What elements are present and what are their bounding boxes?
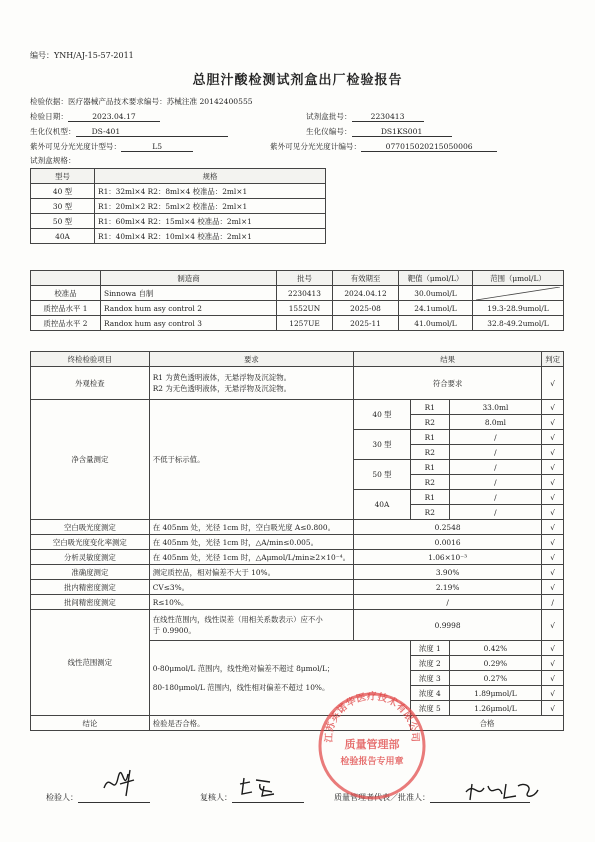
- net-content-model: 30 型: [354, 430, 411, 460]
- reviewer-label: 复核人：: [200, 793, 232, 802]
- inspection-result: 3.90%: [354, 565, 542, 580]
- conclusion-item: 结论: [31, 716, 150, 731]
- date-label: 检验日期：: [30, 112, 68, 121]
- control-expiry: 2025-11: [333, 316, 399, 331]
- spec-header-model: 型号: [31, 169, 95, 184]
- spec-row: [31, 229, 326, 244]
- spec-value: R1：60ml×4 R2：15ml×4 校准品：2ml×1: [95, 214, 326, 229]
- linear-concentration-label: 浓度 5: [410, 701, 449, 716]
- net-content-reagent: R2: [410, 445, 449, 460]
- inspection-item: 空白吸光度测定: [31, 520, 150, 535]
- control-type: 质控品水平 2: [31, 316, 101, 331]
- uv-model-label: 紫外可见分光光度计型号：: [30, 142, 122, 151]
- inspection-requirement: 在 405nm 处，光径 1cm 时，空白吸光度 A≤0.800。: [149, 520, 353, 535]
- inspection-header-row: [31, 352, 564, 367]
- net-content-item: 净含量测定: [31, 400, 150, 520]
- net-content-result: 33.0ml: [449, 400, 542, 415]
- approver-handwritten-signature: [462, 778, 540, 804]
- inspection-item: 准确度测定: [31, 565, 150, 580]
- conclusion-requirement: 检验是否合格。: [149, 716, 410, 731]
- analyzer-model-value: DS-401: [76, 127, 228, 137]
- seal-center-subtext: 检验报告专用章: [340, 757, 404, 767]
- analyzer-no-value: DS1KS001: [352, 127, 452, 137]
- spec-table: [30, 168, 326, 244]
- control-range: 19.3-28.9umol/L: [473, 301, 564, 316]
- appearance-requirement: [149, 367, 353, 400]
- control-expiry: 2025-08: [333, 301, 399, 316]
- control-manufacturer: Randox hum asy control 3: [101, 316, 277, 331]
- net-content-model: 50 型: [354, 460, 411, 490]
- net-content-model: 40 型: [354, 400, 411, 430]
- appearance-req-r2: R2 为无色透明液体，无悬浮物及沉淀物。: [152, 384, 291, 393]
- reviewer-handwritten-signature: [236, 774, 280, 800]
- uv-no-label: 紫外可见分光光度计编号：: [270, 142, 362, 151]
- spec-row: [31, 214, 326, 229]
- control-header: 制造商: [101, 271, 277, 286]
- linear-concentration-label: 浓度 4: [410, 686, 449, 701]
- inspection-judgement: √: [542, 580, 564, 595]
- control-lot: 1552UN: [277, 301, 333, 316]
- net-content-judgement: √: [542, 490, 564, 505]
- inspection-requirement: CV≤3%。: [149, 580, 353, 595]
- linear-concentration-judgement: √: [542, 641, 564, 656]
- spec-value: R1：20ml×2 R2：5ml×2 校准品：2ml×1: [95, 199, 326, 214]
- lot-line: [306, 111, 424, 122]
- linear-item: 线性范围测定: [31, 610, 150, 716]
- net-content-reagent: R1: [410, 400, 449, 415]
- linear-correlation-judgement: √: [542, 610, 564, 641]
- inspection-judgement: √: [542, 565, 564, 580]
- control-target: 30.0umol/L: [399, 286, 473, 301]
- net-content-reagent: R1: [410, 490, 449, 505]
- seal-text: 江苏英诺华医疗技术有限公司: [323, 691, 421, 743]
- net-content-requirement: 不低于标示值。: [149, 400, 353, 520]
- linear-concentration-result: 1.89μmol/L: [449, 686, 542, 701]
- appearance-row: [31, 367, 564, 400]
- inspection-item: 批间精密度测定: [31, 595, 150, 610]
- appearance-req-r1: R1 为黄色透明液体，无悬浮物及沉淀物。: [152, 373, 291, 382]
- control-header: 有效期至: [333, 271, 399, 286]
- analyzer-model-line: [30, 126, 228, 137]
- seal-center-text: 质量管理部: [344, 738, 400, 751]
- control-target: 41.0umol/L: [399, 316, 473, 331]
- linear-correlation-row: [31, 610, 564, 641]
- company-seal: [316, 690, 428, 802]
- net-content-reagent: R1: [410, 430, 449, 445]
- net-content-judgement: √: [542, 475, 564, 490]
- uv-no-value: 077015020215050006: [361, 142, 497, 152]
- inspection-item: 空白吸光度变化率测定: [31, 535, 150, 550]
- header-result: 结果: [354, 352, 542, 367]
- linear-req-line1: 在线性范围内，线性误差（用相关系数表示）应不小: [152, 615, 323, 624]
- svg-text:江苏英诺华医疗技术有限公司: [323, 691, 421, 744]
- control-type: 质控品水平 1: [31, 301, 101, 316]
- inspection-result: 2.19%: [354, 580, 542, 595]
- spec-model: 50 型: [31, 214, 95, 229]
- net-content-judgement: √: [542, 460, 564, 475]
- linear-concentration-result: 0.42%: [449, 641, 542, 656]
- inspection-judgement: √: [542, 535, 564, 550]
- inspection-row: [31, 520, 564, 535]
- linear-req-absolute: 0-80μmol/L 范围内，线性绝对偏差不超过 8μmol/L；: [152, 664, 335, 673]
- appearance-result: 符合要求: [354, 367, 542, 400]
- page-title: 总胆汁酸检测试剂盒出厂检验报告: [192, 73, 403, 88]
- control-table: [30, 270, 564, 331]
- conclusion-row: [31, 716, 564, 731]
- spec-row: [31, 199, 326, 214]
- basis-label: 检验依据：: [30, 97, 68, 106]
- approver-label: 质量管理者代表／批准人：: [334, 793, 430, 802]
- inspection-judgement: √: [542, 550, 564, 565]
- control-header: 靶值（μmol/L）: [399, 271, 473, 286]
- control-header: [31, 271, 101, 286]
- linear-requirement-correlation: [149, 610, 353, 641]
- inspection-result: 0.0016: [354, 535, 542, 550]
- net-content-judgement: √: [542, 430, 564, 445]
- control-lot: 2230413: [277, 286, 333, 301]
- spec-header-spec: 规格: [95, 169, 326, 184]
- inspection-item: 分析灵敏度测定: [31, 550, 150, 565]
- linear-concentration-judgement: √: [542, 686, 564, 701]
- control-range-empty: [473, 286, 564, 301]
- inspection-row: [31, 535, 564, 550]
- inspection-result: 0.2548: [354, 520, 542, 535]
- inspection-judgement: /: [542, 595, 564, 610]
- control-type: 校准品: [31, 286, 101, 301]
- inspection-requirement: 测定质控品，相对偏差不大于 10%。: [149, 565, 353, 580]
- spec-model: 30 型: [31, 199, 95, 214]
- inspection-requirement: R≤10%。: [149, 595, 353, 610]
- net-content-judgement: √: [542, 505, 564, 520]
- spec-value: R1：40ml×4 R2：10ml×4 校准品：2ml×1: [95, 229, 326, 244]
- control-header: 批号: [277, 271, 333, 286]
- date-line: [30, 111, 160, 122]
- header-judgement: 判定: [542, 352, 564, 367]
- spec-label: 试剂盒规格：: [30, 156, 76, 165]
- spec-row: [31, 184, 326, 199]
- header-requirement: 要求: [149, 352, 353, 367]
- inspection-requirement: 在 405nm 处，光径 1cm 时，△Aμmol/L/min≥2×10⁻⁴。: [149, 550, 353, 565]
- spec-value: R1：32ml×4 R2：8ml×4 校准品：2ml×1: [95, 184, 326, 199]
- linear-correlation-result: 0.9998: [354, 610, 542, 641]
- inspection-judgement: √: [542, 520, 564, 535]
- linear-concentration-label: 浓度 3: [410, 671, 449, 686]
- uv-model-line: [30, 141, 193, 152]
- net-content-judgement: √: [542, 415, 564, 430]
- net-content-reagent: R2: [410, 475, 449, 490]
- basis-line: [30, 96, 253, 107]
- appearance-judgement: √: [542, 367, 564, 400]
- net-content-result: /: [449, 475, 542, 490]
- analyzer-no-label: 生化仪编号：: [306, 127, 352, 136]
- control-range: 32.8-49.2umol/L: [473, 316, 564, 331]
- analyzer-no-line: [306, 126, 452, 137]
- inspection-row: [31, 595, 564, 610]
- header-item: 终检检验项目: [31, 352, 150, 367]
- uv-model-value: L5: [121, 142, 193, 152]
- inspection-row: [31, 550, 564, 565]
- inspection-result: /: [354, 595, 542, 610]
- net-content-row: [31, 400, 564, 415]
- control-row: [31, 301, 564, 316]
- inspector-label: 检验人：: [46, 793, 78, 802]
- spec-model: 40 型: [31, 184, 95, 199]
- linear-req-relative: 80-180μmol/L 范围内，线性相对偏差不超过 10%。: [152, 683, 330, 692]
- inspection-row: [31, 565, 564, 580]
- analyzer-model-label: 生化仪机型：: [30, 127, 76, 136]
- net-content-result: /: [449, 505, 542, 520]
- document-number: 编号：YNH/AJ-15-57-2011: [30, 51, 134, 60]
- linear-concentration-label: 浓度 2: [410, 656, 449, 671]
- linear-concentration-result: 0.27%: [449, 671, 542, 686]
- linear-concentration-result: 0.29%: [449, 656, 542, 671]
- net-content-result: /: [449, 490, 542, 505]
- lot-value: 2230413: [352, 112, 424, 122]
- appearance-item: 外观检查: [31, 367, 150, 400]
- net-content-reagent: R2: [410, 415, 449, 430]
- control-target: 24.1umol/L: [399, 301, 473, 316]
- basis-value: 医疗器械产品技术要求编号：苏械注准 20142400555: [67, 97, 253, 106]
- linear-concentration-judgement: √: [542, 671, 564, 686]
- diagonal-line: [476, 287, 560, 300]
- net-content-result: 8.0ml: [449, 415, 542, 430]
- control-manufacturer: Sinnowa 自制: [101, 286, 277, 301]
- net-content-result: /: [449, 445, 542, 460]
- uv-no-line: [270, 141, 497, 152]
- linear-req-line2: 于 0.9900。: [152, 626, 196, 635]
- control-expiry: 2024.04.12: [333, 286, 399, 301]
- control-header: 范围（μmol/L）: [473, 271, 564, 286]
- net-content-result: /: [449, 460, 542, 475]
- inspection-requirement: 在 405nm 处，光径 1cm 时，△A/min≤0.005。: [149, 535, 353, 550]
- linear-concentration-label: 浓度 1: [410, 641, 449, 656]
- conclusion-result: 合格: [410, 716, 563, 731]
- inspection-table: [30, 351, 564, 731]
- net-content-model: 40A: [354, 490, 411, 520]
- spec-model: 40A: [31, 229, 95, 244]
- linear-concentration-result: 1.26μmol/L: [449, 701, 542, 716]
- net-content-reagent: R2: [410, 505, 449, 520]
- lot-label: 试剂盒批号：: [306, 112, 352, 121]
- net-content-reagent: R1: [410, 460, 449, 475]
- date-value: 2023.04.17: [68, 112, 160, 122]
- inspection-result: 1.06×10⁻³: [354, 550, 542, 565]
- control-row: [31, 286, 564, 301]
- control-lot: 1257UE: [277, 316, 333, 331]
- net-content-judgement: √: [542, 445, 564, 460]
- inspection-row: [31, 580, 564, 595]
- inspector-handwritten-signature: [100, 766, 142, 802]
- net-content-judgement: √: [542, 400, 564, 415]
- inspection-item: 批内精密度测定: [31, 580, 150, 595]
- linear-concentration-judgement: √: [542, 656, 564, 671]
- spec-header-row: [31, 169, 326, 184]
- control-manufacturer: Randox hum asy control 2: [101, 301, 277, 316]
- linear-concentration-judgement: √: [542, 701, 564, 716]
- net-content-result: /: [449, 430, 542, 445]
- control-row: [31, 316, 564, 331]
- control-header-row: [31, 271, 564, 286]
